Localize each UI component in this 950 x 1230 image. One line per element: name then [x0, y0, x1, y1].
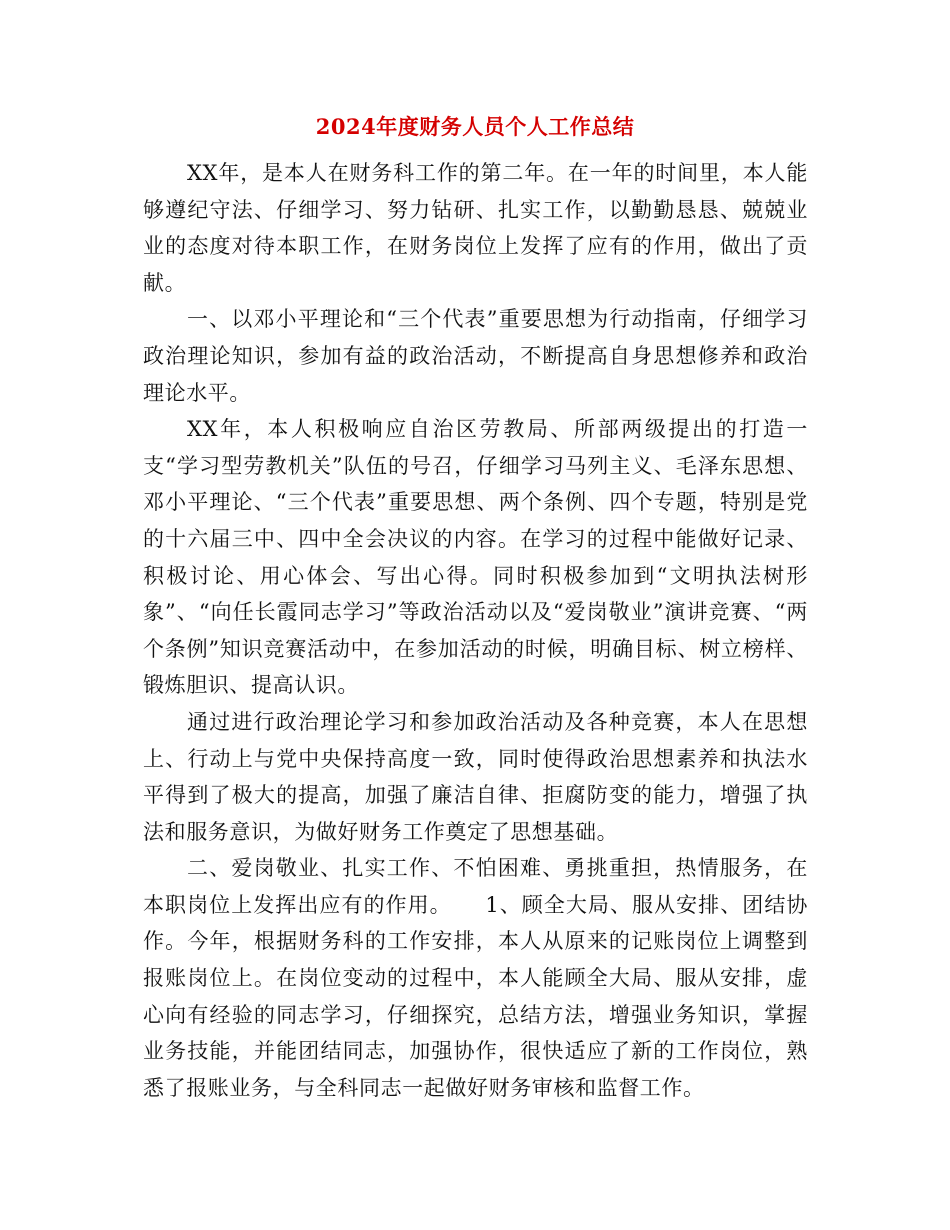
paragraph-section-one-heading: 一、以邓小平理论和“三个代表”重要思想为行动指南，仔细学习政治理论知识，参加有益的政治活动，不断提高自身思想修养和政治理论水平。 — [143, 307, 808, 405]
document-title: 2024年度财务人员个人工作总结 — [315, 114, 635, 139]
paragraph-section-two: 二、爱岗敬业、扎实工作、不怕困难、勇挑重担，热情服务，在本职岗位上发挥出应有的作用。 1、顾全大局、服从安排、团结协作。今年，根据财务科的工作安排，本人从原来的记账岗位上调整到报账岗位上。在岗位变动的过程中，本人能顾全大局、服从安排，虚心向有经验的同志学习，仔细探究，总结方法，增强业务知识，掌握业务技能，并能团结同志，加强协作，很快适应了新的工作岗位，熟悉了报账业务，与全科同志一起做好财务审核和监督工作。 — [143, 856, 808, 1100]
paragraph-results: 通过进行政治理论学习和参加政治活动及各种竞赛，本人在思想上、行动上与党中央保持高度一致，同时使得政治思想素养和执法水平得到了极大的提高，加强了廉洁自律、拒腐防变的能力，增强了执法和服务意识，为做好财务工作奠定了思想基础。 — [143, 709, 808, 844]
paragraph-intro: XX年，是本人在财务科工作的第二年。在一年的时间里，本人能够遵纪守法、仔细学习、努力钻研、扎实工作，以勤勤恳恳、兢兢业业的态度对待本职工作，在财务岗位上发挥了应有的作用，做出了贡献。 — [143, 161, 808, 295]
paragraph-study: XX年，本人积极响应自治区劳教局、所部两级提出的打造一支“学习型劳教机关”队伍的号召，仔细学习马列主义、毛泽东思想、邓小平理论、“三个代表”重要思想、两个条例、四个专题，特别是党的十六届三中、四中全会决议的内容。在学习的过程中能做好记录、积极讨论、用心体会、写出心得。同时积极参加到“文明执法树形象”、“向任长霞同志学习”等政治活动以及“爱岗敬业”演讲竞赛、“两个条例”知识竞赛活动中，在参加活动的时候，明确目标、树立榜样、锻炼胆识、提高认识。 — [143, 417, 808, 698]
document-body — [143, 155, 808, 1106]
